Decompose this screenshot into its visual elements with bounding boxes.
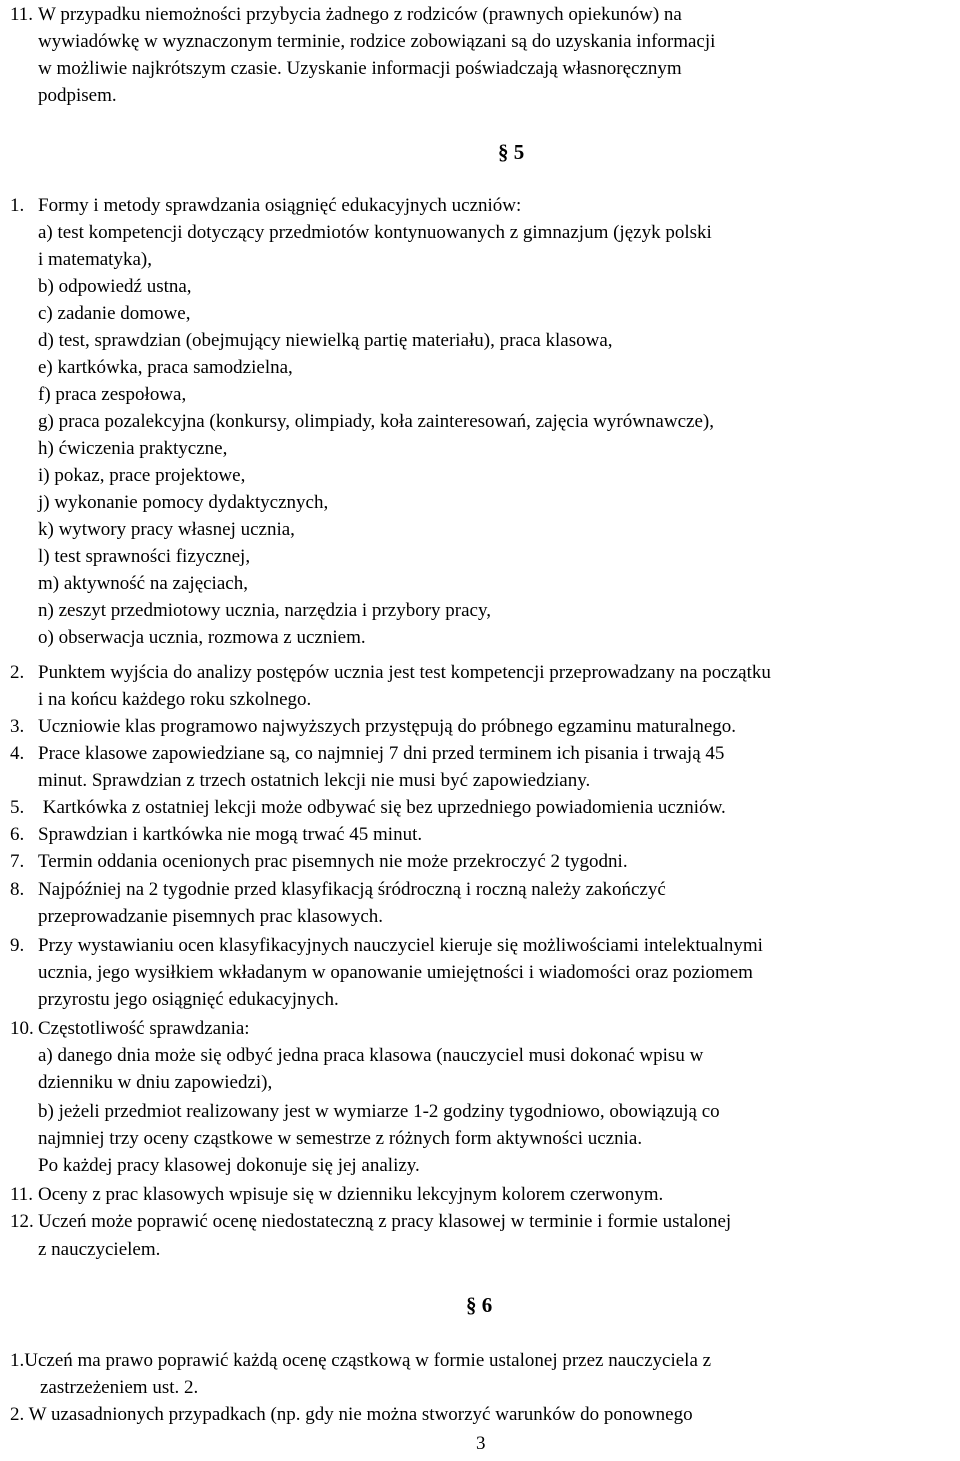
item-line: dzienniku w dniu zapowiedzi), <box>38 1072 273 1093</box>
item-number: 4. <box>10 743 25 764</box>
item-line: ucznia, jego wysiłkiem wkładanym w opanowanie umiejętności i wiadomości oraz poziomem <box>38 962 753 983</box>
item-line: minut. Sprawdzian z trzech ostatnich lekcji nie musi być zapowiedziany. <box>38 770 591 791</box>
form-list-line: n) zeszyt przedmiotowy ucznia, narzędzia i przybory pracy, <box>38 600 491 621</box>
item-number: 12. <box>10 1211 34 1232</box>
item-line: b) jeżeli przedmiot realizowany jest w wymiarze 1-2 godziny tygodniowo, obowiązują co <box>38 1101 720 1122</box>
prev-item11-line: w możliwie najkrótszym czasie. Uzyskanie informacji poświadczają własnoręcznym <box>38 58 682 79</box>
item-line: Oceny z prac klasowych wpisuje się w dzienniku lekcyjnym kolorem czerwonym. <box>38 1184 664 1205</box>
form-list-line: j) wykonanie pomocy dydaktycznych, <box>38 492 329 513</box>
form-list-line: l) test sprawności fizycznej, <box>38 546 251 567</box>
item-line: Przy wystawianiu ocen klasyfikacyjnych nauczyciel kieruje się możliwościami intelektualnymi <box>38 935 763 956</box>
item-number: 3. <box>10 716 25 737</box>
item-line: Prace klasowe zapowiedziane są, co najmniej 7 dni przed terminem ich pisania i trwają 45 <box>38 743 725 764</box>
item-line: najmniej trzy oceny cząstkowe w semestrze z różnych form aktywności ucznia. <box>38 1128 643 1149</box>
form-list-line: i) pokaz, prace projektowe, <box>38 465 246 486</box>
form-list-line: m) aktywność na zajęciach, <box>38 573 248 594</box>
form-list-line: o) obserwacja ucznia, rozmowa z uczniem. <box>38 627 366 648</box>
item-number: 6. <box>10 824 25 845</box>
form-list-line: i matematyka), <box>38 249 152 270</box>
prev-item11-line: podpisem. <box>38 85 117 106</box>
item-number: 8. <box>10 879 25 900</box>
form-list-line: f) praca zespołowa, <box>38 384 187 405</box>
item-number: 7. <box>10 851 25 872</box>
form-list-line: c) zadanie domowe, <box>38 303 191 324</box>
section-6-line: zastrzeżeniem ust. 2. <box>40 1377 199 1398</box>
section-6-line: 1.Uczeń ma prawo poprawić każdą ocenę cząstkową w formie ustalonej przez nauczyciela z <box>10 1350 712 1371</box>
section-5-heading: § 5 <box>498 140 525 164</box>
form-list-line: g) praca pozalekcyjna (konkursy, olimpiady, koła zainteresowań, zajęcia wyrównawcze), <box>38 411 714 432</box>
prev-item11-number: 11. <box>10 4 34 25</box>
section-6-line: 2. W uzasadnionych przypadkach (np. gdy nie można stworzyć warunków do ponownego <box>10 1404 693 1425</box>
item-number: 9. <box>10 935 25 956</box>
form-list-line: k) wytwory pracy własnej ucznia, <box>38 519 295 540</box>
page-number: 3 <box>476 1433 486 1454</box>
item-line: a) danego dnia może się odbyć jedna praca klasowa (nauczyciel musi dokonać wpisu w <box>38 1045 704 1066</box>
item-line: Najpóźniej na 2 tygodnie przed klasyfikacją śródroczną i roczną należy zakończyć <box>38 879 666 900</box>
prev-item11-line: wywiadówkę w wyznaczonym terminie, rodzice zobowiązani są do uzyskania informacji <box>38 31 716 52</box>
item-line: przeprowadzanie pisemnych prac klasowych. <box>38 906 384 927</box>
item-line: z nauczycielem. <box>38 1239 161 1260</box>
form-list-line: a) test kompetencji dotyczący przedmiotów kontynuowanych z gimnazjum (język polski <box>38 222 712 243</box>
item-line: Termin oddania ocenionych prac pisemnych nie może przekroczyć 2 tygodni. <box>38 851 628 872</box>
item-line: Po każdej pracy klasowej dokonuje się jej analizy. <box>38 1155 420 1176</box>
item-number: 1. <box>10 195 25 216</box>
item-line: i na końcu każdego roku szkolnego. <box>38 689 312 710</box>
item-line: Kartkówka z ostatniej lekcji może odbywać się bez uprzedniego powiadomienia uczniów. <box>38 797 726 818</box>
item-line: Sprawdzian i kartkówka nie mogą trwać 45 minut. <box>38 824 423 845</box>
form-list-line: e) kartkówka, praca samodzielna, <box>38 357 293 378</box>
item-line: przyrostu jego osiągnięć edukacyjnych. <box>38 989 339 1010</box>
prev-item11-line: W przypadku niemożności przybycia żadnego z rodziców (prawnych opiekunów) na <box>38 4 682 25</box>
item-line: Punktem wyjścia do analizy postępów ucznia jest test kompetencji przeprowadzany na początku <box>38 662 771 683</box>
form-list-line: d) test, sprawdzian (obejmujący niewielką partię materiału), praca klasowa, <box>38 330 613 351</box>
form-list-line: b) odpowiedź ustna, <box>38 276 192 297</box>
item-line: Uczeń może poprawić ocenę niedostateczną z pracy klasowej w terminie i formie ustalonej <box>38 1211 732 1232</box>
item-line: Uczniowie klas programowo najwyższych przystępują do próbnego egzaminu maturalnego. <box>38 716 737 737</box>
item-number: 5. <box>10 797 25 818</box>
item-line: Częstotliwość sprawdzania: <box>38 1018 250 1039</box>
form-list-line: h) ćwiczenia praktyczne, <box>38 438 228 459</box>
section-6-heading: § 6 <box>466 1293 493 1317</box>
item-number: 2. <box>10 662 25 683</box>
item-number: 11. <box>10 1184 34 1205</box>
item-1-intro: Formy i metody sprawdzania osiągnięć edukacyjnych uczniów: <box>38 195 522 216</box>
item-number: 10. <box>10 1018 34 1039</box>
